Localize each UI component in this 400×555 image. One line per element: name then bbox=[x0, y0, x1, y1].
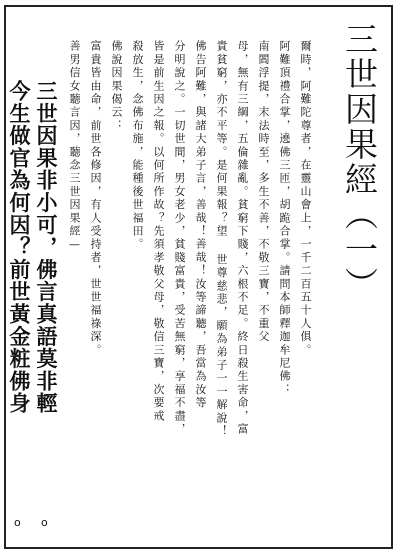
body-column-10: 佛說因果偈云： bbox=[110, 40, 123, 133]
verse-column-2: 今生做官為何因？前世黃金粧佛身 bbox=[7, 80, 32, 415]
body-column-12: 善男信女聽言因，聽念三世因果經— bbox=[68, 40, 81, 254]
body-column-4: 母，無有三綱，五倫雜亂。貧窮下賤，六根不足。終日殺生害命，富 bbox=[236, 40, 249, 436]
column-end-mark: o bbox=[14, 516, 21, 529]
verse-column-1: 三世因果非小可，佛言真語莫非輕 bbox=[34, 80, 59, 415]
body-column-7: 分明說之。一切世間，男女老少，貧賤富貴，受苦無窮，享福不盡， bbox=[173, 40, 186, 436]
body-column-5: 貴貧窮，亦不平等。是何果報？望 世尊慈悲，願為弟子一一解說！ bbox=[215, 40, 228, 438]
body-column-3: 南閻浮提，末法時至，多生不善，不敬三寶，不重父 bbox=[257, 40, 270, 344]
body-column-2: 阿難頂禮合掌，遶佛三匝，胡跪合掌。請問本師釋迦牟尼佛： bbox=[278, 40, 291, 397]
body-column-6: 佛告阿難，與諸大弟子言，善哉！善哉！汝等諦聽，吾當為汝等 bbox=[194, 40, 207, 410]
body-column-8: 皆是前生因之報。以何所作故？先須孝敬父母，敬信三寶，次要戒 bbox=[152, 40, 165, 423]
column-end-mark: o bbox=[41, 516, 48, 529]
sutra-title: 三世因果經（一） bbox=[340, 22, 379, 302]
body-column-11: 富貴皆由命，前世各修因，有人受持者，世世福祿深。 bbox=[89, 40, 102, 357]
body-column-1: 爾時，阿難陀尊者，在靈山會上，一千二百五十人俱。 bbox=[299, 40, 312, 357]
body-column-9: 殺放生，念佛布施，能種後世福田。 bbox=[131, 40, 144, 252]
